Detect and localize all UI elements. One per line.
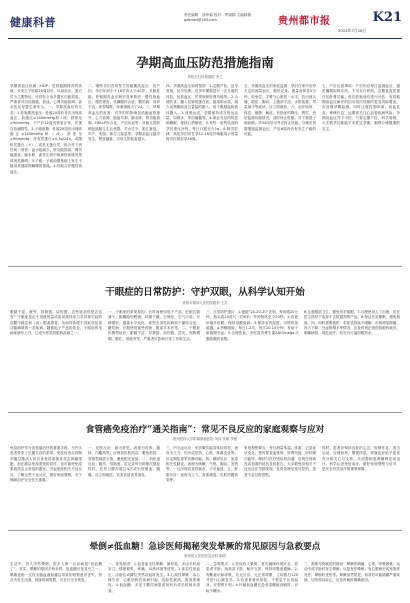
article-byline: 贵阳市第四人民医院眼科 王芳: [182, 301, 228, 305]
article-column: 二、急救要点：1.发现有人晕倒，首先确保环境安全，将患者平卧，抬高双下肢，解开衣领，保持呼吸道通畅。2.判断意识和呼吸，若无反应、无正常呼吸，立即拨打120并进行心肺复苏。3.若患者意识恢复，不要急于让其起身，应观察片刻。4.怀疑低血糖且患者清醒能吞咽时，可给予糖水。: [206, 562, 298, 593]
article-column: 四、孕期高血压如何预防：1.定期产检，及早发现，及早处理。在孕早期要进行一次全面的体检，包括血压、尿常规和肝肾功能等。2.合理饮食，摄入足够的蛋白质、蔬菜和水果，减少动物脂肪及过量盐的摄入，但不限制盐和液体摄入。3.适度运动，孕期保持适当的运动量，如散步、孕妇瑜伽等。4.保证充足的休息和睡眠，保持心情愉快。5.补钙：低钙饮食的孕妇建议补钙，每日口服至少1g。6.阿司匹林：高危孕妇可在孕12-16周开始服用小剂量阿司匹林至孕36周。: [166, 84, 238, 142]
article-column: 三、需要尽快就医的情况：晕厥伴胸痛、心悸、呼吸困难；运动中或平卧时发生晕厥；反复发作晕厥；有心脏病史或家族猝死史；晕倒时受伤等。晕厥虽然常见，但背后可能隐藏严重疾病，切勿掉以轻心，应及时就医明确原因。: [304, 562, 400, 583]
issue-date: 2022年7月28日: [338, 28, 367, 33]
article-column: 同时，患者应保持良好的心态，规律作息，适当运动，合理营养，增强体质。家属也应给予患者充分的关心与支持，共同帮助患者顺利完成治疗。科学认识免疫治疗，做好家庭观察与应对，是安全有效治疗的重要保障。: [322, 446, 400, 472]
article-title: 干眼症的日常防护：守护双眼，从科学认知开始: [105, 287, 305, 298]
section-divider: [8, 266, 402, 267]
article-title: 孕期高血压防范措施指南: [136, 55, 274, 70]
article-column: 生活中，有人突然晕倒，很多人第一反应就是“低血糖了”。其实，晕厥的原因多种多样，低血糖只是其中之一。晕厥是指一过性全脑血液低灌注导致的短暂意识丧失，特点为发生迅速、持续时间短暂、可自行完全恢复。: [10, 562, 102, 583]
article-column: 一、皮肤反应：最为常见，表现为皮疹、瘙痒、白癜风等。应保持皮肤清洁，避免抓挠，穿宽松棉质衣物，避免阳光直射。二、消化道反应：腹泻、结肠炎。应记录每日排便次数及性状，若每日腹泻超过4次或出现便血、腹痛，应立即就医。饮食宜清淡易消化。: [88, 446, 160, 477]
article-column: 七、产后注意事项：产后仍应每日监测血压，遵医嘱服用降压药，不可自行停药。定期复查尿蛋白及肝肾功能。再次妊娠前应进行评估，有妊娠期高血压病史的妇女再次妊娠时复发风险增加，应加强孕期监测。同时注意控制体重，低盐饮食，规律作息，远期需关注心血管疾病风险。孕期高血压并不可怕，只要定期产检、科学管理，大多数孕妇都能平安度过孕期，顺利分娩健康的宝宝。: [322, 84, 400, 131]
editor-credits: 责任编辑：徐华菊 校对：罗娟娟 主编邮箱：gzbmtd@163.com: [184, 13, 255, 22]
article-column: 一、常见原因：1.血管迷走性晕厥：最常见，多由长时间站立、情绪紧张、疼痛、闷热环境等诱发。2.体位性低血压：由卧位或蹲位突然站起时发生。3.心源性晕厥：由心律失常、心脏结构性疾病引起，危险性最高，需高度重视。4.低血糖：多见于糖尿病患者用药后或长时间未进食。: [108, 562, 200, 593]
article-column: 孕期高血压疾病（HDP）是妊娠期特有的疾病，多发生于妊娠20周以后，以高血压、蛋白尿为主要特征，可伴有全身多器官功能损害。严重者可出现抽搐、昏迷、心肾功能衰竭，甚至危及母婴生命安全。一、孕期高血压的分类：1.妊娠期高血压：妊娠20周后首次出现高血压，收缩压≥140mmHg和（或）舒张压≥90mmHg，于产后12周内恢复正常，尿蛋白检测阴性。2.子痫前期：妊娠20周后出现收缩压≥140mmHg和（或）舒张压≥90mmHg，伴有尿蛋白≥0.3g/24h，或随机尿蛋白（+），或虽无蛋白尿，但合并下列任何一项者：血小板减少、肝功能损害、肾功能损害、肺水肿、新发生的中枢神经系统异常或视觉障碍。3.子痫：子痫前期基础上发生不能用其他原因解释的抽搐。4.妊娠合并慢性高血压。: [10, 84, 82, 174]
article-byline: 贵州医科大学附属肿瘤医院 刘伟 张敏 李强: [172, 437, 238, 441]
article-column: 三、内分泌反应：甲状腺功能异常较常见，表现为乏力、怕冷或怕热、心慌、体重变化等。应定期复查甲状腺功能。四、肺部反应：免疫相关性肺炎，表现为咳嗽、气短、胸闷、发热等，一旦出现应及时就诊，不可拖延。五、肝脏反应：表现为乏力、食欲减退、皮肤巩膜黄染等。: [166, 446, 238, 483]
article-byline: 贵阳市妇幼保健院 李兰: [187, 75, 223, 79]
article-title: 晕倒≠低血糖！急诊医师揭秘突发晕厥的常见原因与急救要点: [89, 542, 321, 552]
article-column: 一、干眼症的常见原因：长时间使用电子产品，眨眼次数减少；配戴隐形眼镜；环境干燥、空调房、空气污染；年龄增长、激素水平变化；某些全身性疾病如干燥综合征、糖尿病；长期使用某些药物；眼部手术后等。二、干眼症的典型症状：眼睛干涩、异物感、烧灼感、畏光、视物模糊、眼红、易疲劳等，严重者可影响日常工作和生活。: [108, 310, 200, 341]
section-name: 健康科普: [10, 16, 56, 29]
article-column: 五、孕期高血压的家庭监测：孕妇在家中应每天定时测量血压，做好记录。测量前休息5分钟，取坐位，手臂与心脏同一水平。若出现头痛、眼花、胸闷、上腹部不适、水肿加重、尿量减少等症状，应立即就医。六、治疗原则：休息、镇静、解痉，有指征的降压、利尿，密切监测母胎情况，适时终止妊娠。对于重度子痫前期，孕34周后可考虑终止妊娠。分娩后仍需继续监测血压，产后6周内仍有发生子痫的可能。: [244, 84, 316, 137]
newspaper-name: 贵州都市报: [278, 16, 331, 27]
article-column: 6.注意眼部卫生，避免用手揉眼。7.合理使用人工泪液，应在医生指导下选择不含防腐剂的产品。8.保证充足睡眠，避免熬夜。四、何时需要就医：若症状持续不缓解，出现明显眼痛、视力下降、分泌物增多等情况，应及时到正规医院眼科就诊，明确病因，规范治疗，切勿自行滥用眼药水。: [304, 310, 400, 336]
article-column: 二、哪些孕妇容易发生妊娠期高血压：初产妇、孕妇年龄小于18岁或大于40岁；多胎妊娠；妊娠期高血压病史及家族史；慢性高血压；慢性肾炎；抗磷脂综合征；糖尿病；营养不良；体型矮胖，体重指数大于24。三、孕期高血压的危害：对孕妇的影响包括脑血管意外、心力衰竭、胎盘早剥、肺水肿、肾功能衰竭、HELLP综合征、产后出血等；对胎儿的影响包括胎儿生长受限、羊水过少、胎儿窘迫、早产、死胎、新生儿窒息等。孕期高血压越早发生，程度越重，对母儿的危害越大。: [88, 84, 160, 142]
masthead: [8, 6, 402, 36]
article-column: 家庭观察要点：每日测量体温、体重，记录症状变化；按时复查血常规、肝肾功能、甲状腺功能等；保持与医疗团队的沟通，出现任何新发或加重的症状及时报告。大多数免疫相关不良反应在早期发现、及时处理后是可控的，患者不必过度恐慌。: [244, 446, 316, 477]
masthead-rule: [8, 38, 402, 39]
article-column: 免疫治疗作为食管癌治疗的重要手段，为许多患者带来了长期生存的希望。免疫检查点抑制剂通过激活人体自身免疫系统来攻击肿瘤细胞，但在激活免疫系统的同时，也可能使免疫系统攻击正常组织器官，引起免疫相关不良反应。了解这些不良反应，做好家庭观察，对于保障治疗安全至关重要。: [10, 446, 82, 483]
article-byline: 贵州省人民医院急诊科 陈明: [184, 554, 226, 558]
section-divider: [8, 412, 402, 413]
article-title: 食管癌免疫治疗“通关指南”：常见不良反应的家庭观察与应对: [85, 425, 325, 435]
article-column: 眼睛干涩、疲劳、异物感、烧灼感，这些症状你是否也有？干眼症是由于泪液的量或质或流体动力学异常引起的泪膜不稳定和（或）眼表损害，从而导致眼不适症状及视功能障碍的一类疾病。随着电子产品的普及，干眼症的发病率逐年上升，已成为常见的眼科疾病之一。: [10, 310, 102, 336]
page-number: K21: [372, 10, 402, 25]
section-divider: [8, 530, 402, 531]
article-column: 三、日常防护建议：1.遵循“20-20-20”法则，每用眼20分钟，抬头看20英尺（约6米）外的物体至少20秒。2.有意识地多眨眼，保持泪膜湿润。3.保持室内湿度，可使用加湿器。4.热敷眼睑，每日1-2次，每次10-15分钟，有助于睑板腺分泌。5.合理饮食，多吃富含维生素A和Omega-3脂肪酸的食物。: [206, 310, 298, 341]
